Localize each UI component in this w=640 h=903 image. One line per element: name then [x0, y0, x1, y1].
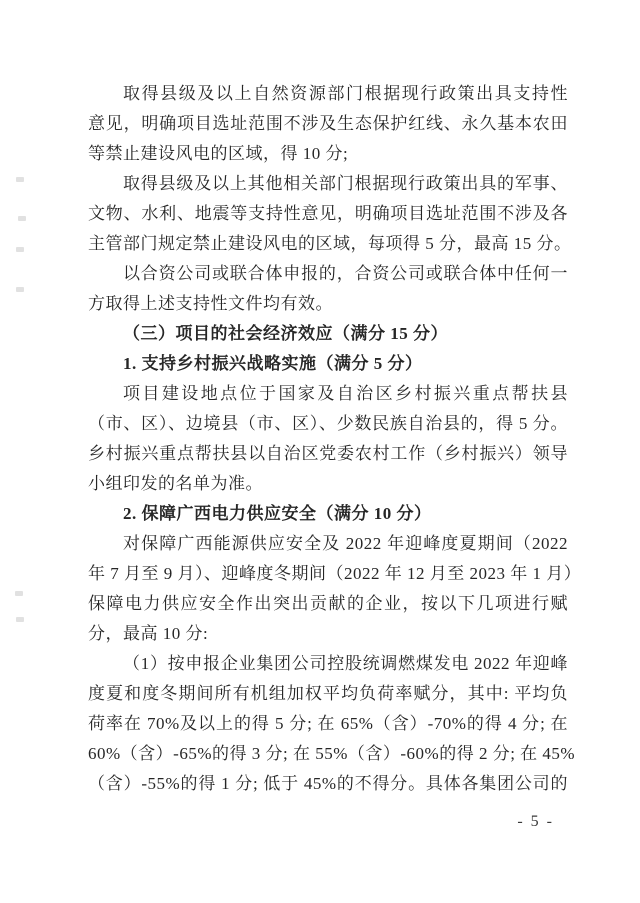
scan-artifact-mark — [16, 617, 24, 622]
text-line: 取得县级及以上其他相关部门根据现行政策出具的军事、 — [123, 174, 568, 193]
text-line: 取得县级及以上自然资源部门根据现行政策出具支持性 — [123, 84, 568, 103]
text-line: 小组印发的名单为准。 — [88, 474, 263, 493]
text-line: 60%（含）-65%的得 3 分; 在 55%（含）-60%的得 2 分; 在 45% — [88, 744, 576, 763]
text-line: 荷率在 70%及以上的得 5 分; 在 65%（含）-70%的得 4 分; 在 — [88, 714, 568, 733]
heading-line: 2. 保障广西电力供应安全（满分 10 分） — [123, 504, 432, 523]
text-line: 方取得上述支持性文件均有效。 — [88, 294, 333, 313]
scan-artifact-mark — [16, 287, 24, 292]
heading-line: 1. 支持乡村振兴战略实施（满分 5 分） — [123, 354, 423, 373]
text-line: 度夏和度冬期间所有机组加权平均负荷率赋分，其中: 平均负 — [88, 684, 568, 703]
scan-artifact-mark — [18, 216, 26, 221]
text-line: 主管部门规定禁止建设风电的区域，每项得 5 分，最高 15 分。 — [88, 234, 572, 253]
scan-artifact-mark — [16, 247, 24, 252]
text-line: 对保障广西能源供应安全及 2022 年迎峰度夏期间（2022 — [123, 534, 568, 553]
text-line: 保障电力供应安全作出突出贡献的企业，按以下几项进行赋 — [88, 594, 568, 613]
page-number: - 5 - — [517, 813, 554, 830]
text-line: 项目建设地点位于国家及自治区乡村振兴重点帮扶县 — [123, 384, 568, 403]
text-line: 以合资公司或联合体申报的，合资公司或联合体中任何一 — [123, 264, 568, 283]
text-line: 乡村振兴重点帮扶县以自治区党委农村工作（乡村振兴）领导 — [88, 444, 568, 463]
text-line: 等禁止建设风电的区域，得 10 分; — [88, 144, 349, 163]
text-line: （含）-55%的得 1 分; 低于 45%的不得分。具体各集团公司的 — [88, 774, 568, 793]
heading-line: （三）项目的社会经济效应（满分 15 分） — [123, 324, 448, 343]
text-line: （市、区）、边境县（市、区）、少数民族自治县的，得 5 分。 — [88, 414, 568, 433]
text-line: 意见，明确项目选址范围不涉及生态保护红线、永久基本农田 — [88, 114, 568, 133]
text-line: （1）按申报企业集团公司控股统调燃煤发电 2022 年迎峰 — [123, 654, 568, 673]
scan-artifact-mark — [16, 177, 24, 182]
text-line: 年 7 月至 9 月）、迎峰度冬期间（2022 年 12 月至 2023 年 1 月） — [88, 564, 582, 583]
text-line: 文物、水利、地震等支持性意见，明确项目选址范围不涉及各 — [88, 204, 568, 223]
text-line: 分，最高 10 分: — [88, 624, 209, 643]
document-body — [88, 79, 582, 799]
scan-artifact-mark — [15, 591, 23, 596]
